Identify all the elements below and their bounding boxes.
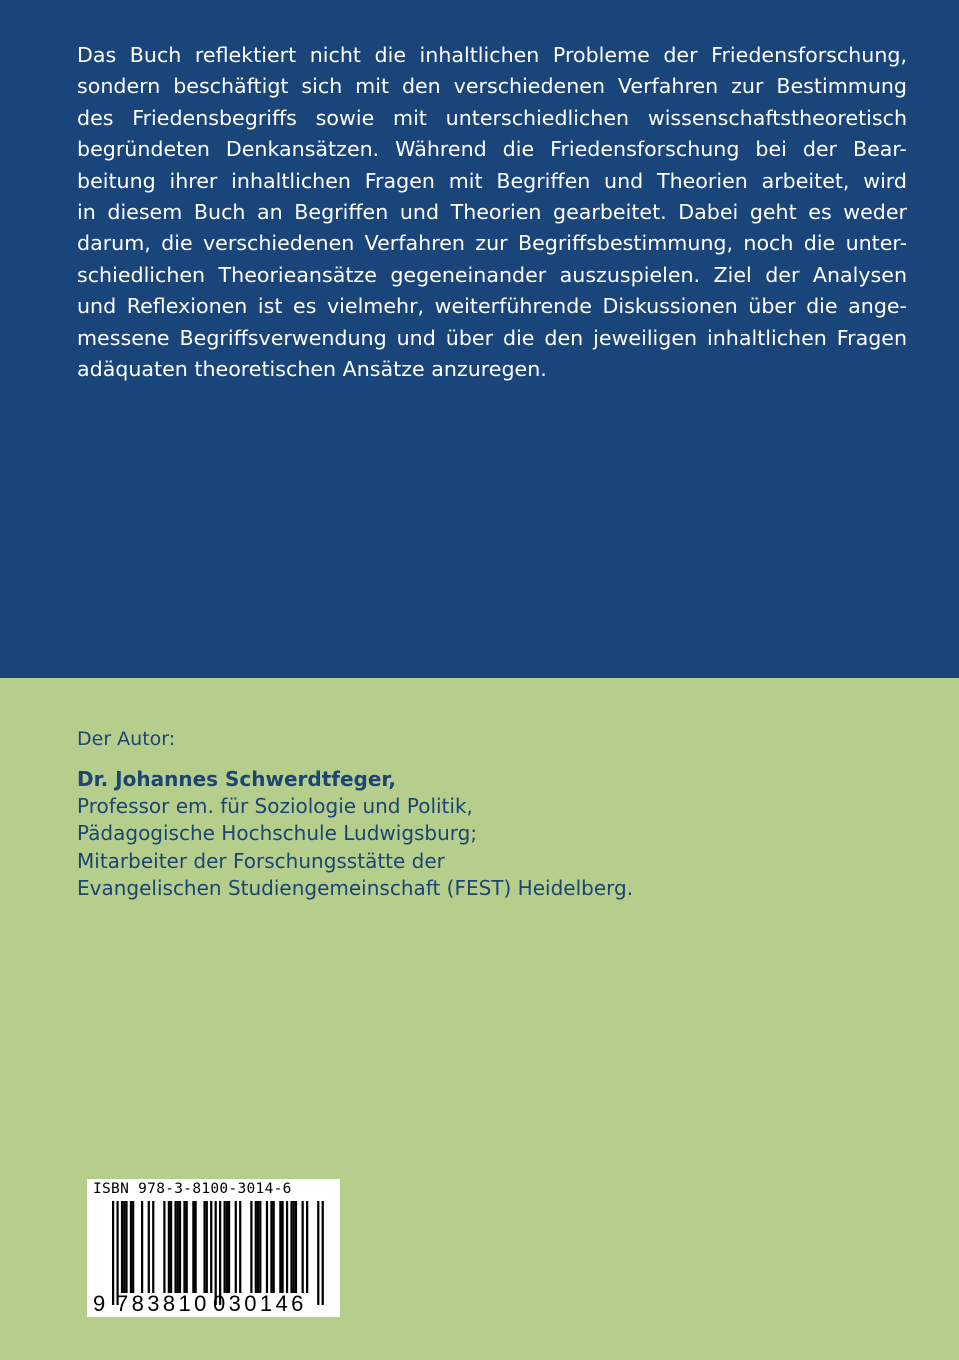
barcode-guard-bar [116,1201,118,1305]
author-affiliation-line: Evangelischen Studiengemeinschaft (FEST) Heidelberg. [77,875,634,900]
barcode-bar [132,1201,134,1293]
isbn-barcode [87,1179,340,1317]
barcode-bar [235,1201,237,1293]
blurb-line: schiedlichen Theorieansätze gegeneinander auszuspielen. Ziel der Analysen [77,262,907,287]
author-affiliation-line: Mitarbeiter der Forschungsstätte der [77,848,445,873]
blurb-line: darum, die verschiedenen Verfahren zur Begriffsbestimmung, noch die unter- [77,231,907,256]
barcode-bar [273,1201,275,1293]
author-name: Dr. Johannes Schwerdtfeger, [77,767,396,791]
barcode-bar [203,1201,205,1293]
barcode-bar [224,1201,226,1293]
barcode-bar [306,1201,308,1293]
blurb-line: messene Begriffsverwendung und über die den jeweiligen inhaltlichen Fragen [77,325,907,350]
blurb-line: begründeten Denkansätzen. Während die Friedensforschung bei der Bear- [77,137,907,162]
barcode-left-digits: 783810 [116,1291,210,1316]
barcode-bar [290,1201,292,1293]
barcode-bar [168,1201,170,1293]
barcode-guard-bar [317,1201,319,1305]
author-heading: Der Autor: [77,728,176,750]
barcode-guard-bar [215,1201,217,1305]
barcode-bar [279,1201,281,1293]
barcode-guard-bar [322,1201,324,1305]
barcode-bar [148,1201,150,1293]
barcode-bar [210,1201,212,1293]
barcode-bar [186,1201,188,1293]
barcode-bar [206,1201,208,1293]
author-affiliation-line: Professor em. für Soziologie und Politik, [77,794,473,819]
isbn-label: ISBN 978-3-8100-3014-6 [93,1181,292,1197]
blurb-line: des Friedensbegriffs sowie mit unterschiedlichen wissenschaftstheoretisch [77,105,907,130]
barcode-bar [125,1201,127,1293]
barcode-bar [295,1201,297,1293]
author-info [77,766,633,902]
barcode-bar [141,1201,143,1293]
barcode-bar [270,1201,272,1293]
barcode-bar [123,1201,125,1293]
blurb-line: in diesem Buch an Begriffen und Theorien gearbeitet. Dabei geht es weder [77,200,907,225]
barcode-bar [281,1201,283,1293]
barcode-guard-bar [219,1201,221,1305]
barcode-right-digits: 030146 [213,1291,307,1316]
barcode-bar [255,1201,257,1293]
barcode-bar [259,1201,261,1293]
barcode-bar [130,1201,132,1293]
blurb-line: und Reflexionen ist es vielmehr, weiterführende Diskussionen über die ange- [77,294,907,319]
blurb-line: Das Buch reflektiert nicht die inhaltlichen Probleme der Friedensforschung, [77,43,907,67]
barcode-bar [192,1201,194,1293]
barcode-bar [266,1201,268,1293]
barcode-bar [228,1201,230,1293]
barcode-bar [286,1201,288,1293]
barcode-bar [174,1201,176,1293]
barcode-bar [163,1201,165,1293]
blurb-panel [0,0,959,678]
barcode-bar [302,1201,304,1293]
barcode-bar [195,1201,197,1293]
blurb-line: beitung ihrer inhaltlichen Fragen mit Begriffen und Theorien arbeitet, wird [77,168,907,193]
barcode-first-digit: 9 [93,1291,106,1316]
barcode-bar [179,1201,181,1293]
barcode-bar [257,1201,259,1293]
barcode-bar [239,1201,241,1293]
blurb-line: adäquaten theoretischen Ansätze anzuregen. [77,357,547,382]
barcode-bar [226,1201,228,1293]
barcode-guard-bar [112,1201,114,1305]
author-affiliation-line: Pädagogische Hochschule Ludwigsburg; [77,821,478,846]
barcode-bar [183,1201,185,1293]
barcode-bar [293,1201,295,1293]
blurb-line: sondern beschäftigt sich mit den verschiedenen Verfahren zur Bestimmung [77,74,907,99]
barcode-bar [170,1201,172,1293]
barcode-bar [177,1201,179,1293]
barcode-bar [250,1201,252,1293]
barcode-bar [121,1201,123,1293]
blurb-text [77,40,907,385]
barcode-bar [152,1201,154,1293]
